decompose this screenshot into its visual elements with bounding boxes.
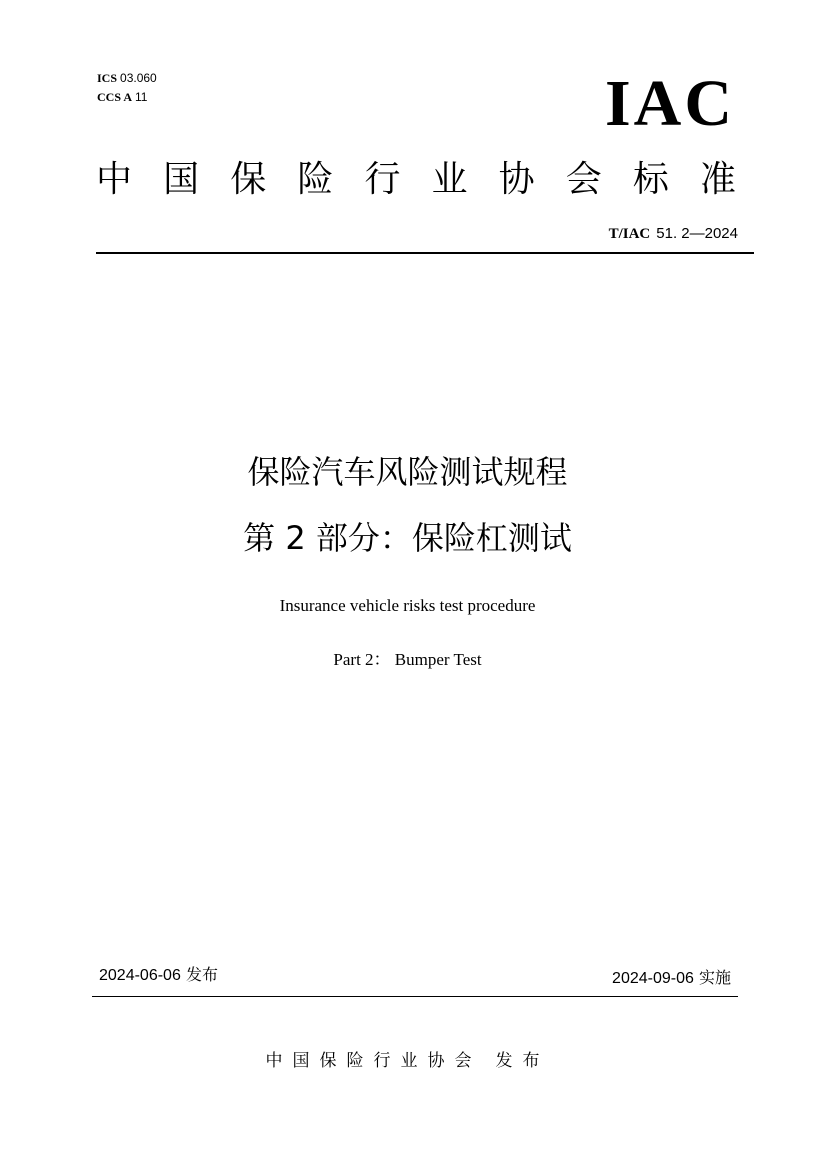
classification-codes [97,69,157,107]
issue-date-label: 发布 [185,965,218,984]
publisher-action: 发布 [495,1051,550,1071]
issue-date [99,963,218,988]
implementation-date [612,966,731,991]
header-divider [96,252,754,254]
org-title-char: 业 [431,159,468,200]
org-title-char: 中 [96,159,133,200]
english-subtitle: Part 2： Bumper Test [333,650,482,669]
ics-code [97,69,157,88]
ccs-label: CCS A [97,90,133,104]
org-title-char: 标 [632,159,669,200]
org-title-char: 会 [565,159,602,200]
iac-logo: IAC [604,67,735,140]
organization-standard-title [96,152,736,208]
org-title-char: 险 [297,159,334,200]
ccs-value: 11 [135,90,148,104]
publisher-name: 中国保险行业协会 [265,1051,482,1071]
ics-value: 03.060 [120,71,157,85]
ccs-code [97,88,157,107]
implementation-date-value: 2024-09-06 [612,970,694,987]
footer-divider [92,996,738,997]
implementation-date-label: 实施 [698,968,731,987]
standard-number [609,222,738,245]
org-title-char: 准 [699,159,736,200]
chinese-subtitle: 第 2 部分：保险杠测试 [243,519,572,557]
issue-date-value: 2024-06-06 [99,967,181,984]
org-title-char: 协 [498,159,535,200]
org-title-char: 国 [163,159,200,200]
standard-number-value: 51. 2—2024 [656,225,738,242]
standard-number-prefix: T/IAC [608,226,651,242]
org-title-char: 保 [230,159,267,200]
ics-label: ICS [97,71,118,85]
chinese-title: 保险汽车风险测试规程 [247,453,568,491]
org-title-char: 行 [364,159,401,200]
publisher-line [0,1048,815,1074]
english-title: Insurance vehicle risks test procedure [279,596,536,615]
